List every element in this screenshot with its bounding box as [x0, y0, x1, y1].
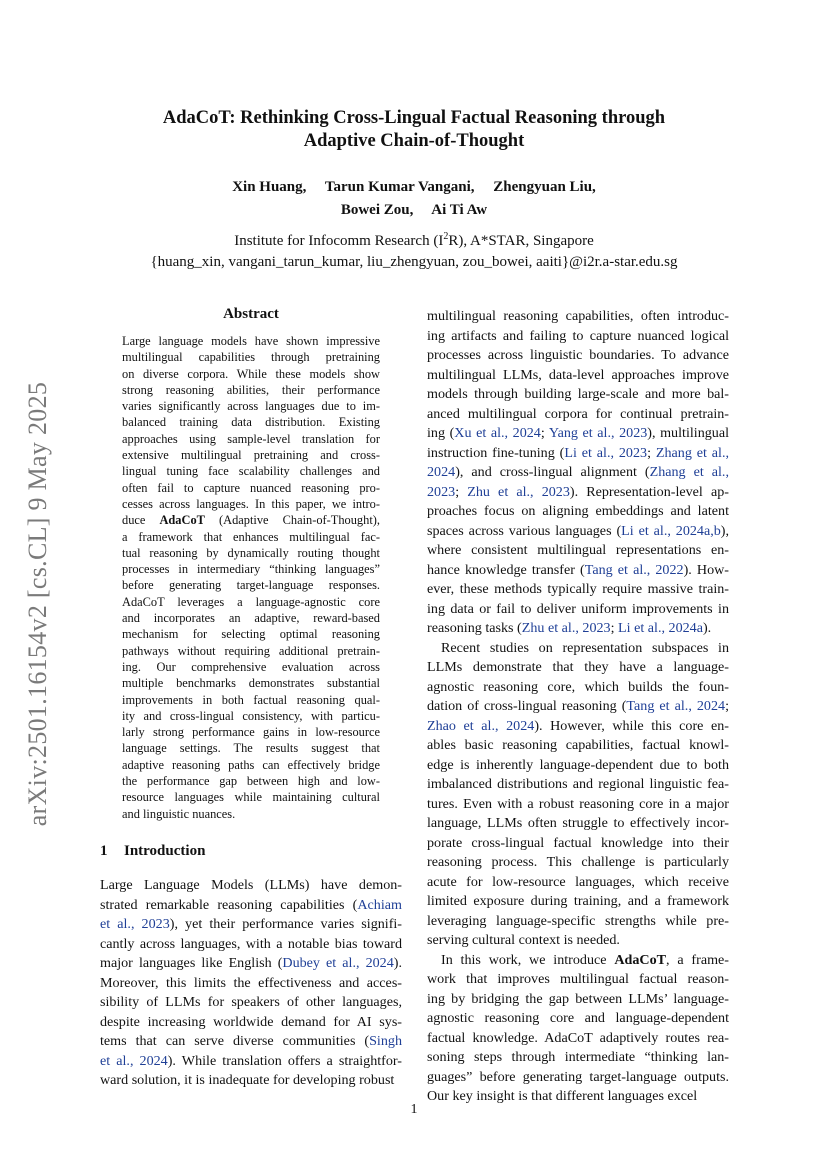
- text-line: on diverse corpora. While these models show: [122, 366, 380, 381]
- citation-link[interactable]: Dubey et al., 2024: [282, 955, 394, 971]
- citation-link[interactable]: Zhang et al.,: [649, 464, 729, 480]
- text-line: edge is inherently language-dependent due to both: [427, 756, 729, 773]
- citation-link[interactable]: Li et al., 2023: [564, 444, 648, 461]
- text-line: duce AdaCoT (Adaptive Chain-of-Thought),: [122, 513, 380, 528]
- text-line: instruction fine-tuning (Li et al., 2023; Zhang et al.,: [427, 444, 729, 461]
- text-line: leveraging language-specific strengths while pre-: [427, 912, 729, 929]
- text-line: sibility of LLMs for speakers of other languages,: [100, 994, 402, 1010]
- text-line: ward solution, it is inadequate for developing robust: [100, 1072, 395, 1088]
- text-line: approaches using sample-level translation for: [122, 431, 380, 446]
- text-line: tures. Even with a robust reasoning core in a major: [427, 795, 729, 812]
- text-line: limited exposure during training, and a framework: [427, 893, 729, 909]
- text-line: Moreover, this limits the effectiveness and acces-: [100, 974, 402, 991]
- text-line: agnostic reasoning core and language-dependent: [427, 1010, 729, 1026]
- text-line: cantly across languages, with a notable bias toward: [100, 935, 402, 952]
- citation-link[interactable]: 2024: [427, 464, 456, 480]
- page-number: 1: [410, 1102, 418, 1117]
- text-line: 2024), and cross-lingual alignment (Zhang et al.,: [427, 464, 729, 480]
- abstract-body: [122, 333, 380, 822]
- text-line: et al., 2024). While translation offers a straightfor-: [100, 1052, 402, 1069]
- text-line: processes in intermediary “thinking languages”: [122, 562, 380, 577]
- text-line: tual reasoning by dynamically routing thought: [122, 545, 380, 560]
- section-title: Introduction: [124, 843, 206, 859]
- text-line: Large Language Models (LLMs) have demon-: [100, 877, 402, 893]
- text-line: ing by bridging the gap between LLMs’ language-: [427, 990, 729, 1007]
- text-line: extensive multilingual pretraining and cross-: [122, 448, 380, 463]
- author-emails: {huang_xin, vangani_tarun_kumar, liu_zhengyuan, zou_bowei, aaiti}@i2r.a-star.edu.sg: [150, 254, 678, 270]
- text-line: and linguistic nuances.: [122, 806, 236, 821]
- text-line: Our key insight is that different languages excel: [427, 1088, 698, 1104]
- title-line: Adaptive Chain-of-Thought: [303, 131, 525, 151]
- citation-link[interactable]: 2023: [427, 483, 456, 500]
- text-line: multiple benchmarks demonstrates substantial: [122, 676, 380, 691]
- citation-link[interactable]: et al., 2023: [100, 916, 170, 932]
- citation-link[interactable]: Zhao et al., 2024: [427, 717, 535, 734]
- abstract-heading: Abstract: [223, 306, 279, 322]
- text-line: factual knowledge. AdaCoT adaptively routes rea-: [427, 1029, 729, 1046]
- text-line: dation of cross-lingual reasoning (Tang et al., 2024;: [427, 698, 729, 714]
- citation-link[interactable]: Zhang et al.,: [655, 444, 729, 461]
- text-line: ing data or fail to deliver uniform improvements in: [427, 600, 729, 617]
- citation-link[interactable]: Yang et al., 2023: [548, 425, 648, 441]
- text-line: hance knowledge transfer (Tang et al., 2022). How-: [427, 561, 729, 578]
- text-line: strated remarkable reasoning capabilities (Achiam: [100, 896, 402, 913]
- text-line: imbalanced distributions and regional linguistic fea-: [427, 776, 729, 792]
- text-line: lingual tuning face scalability challenges and: [122, 464, 380, 479]
- text-line: multilingual LLMs, data-level approaches improve: [427, 366, 729, 383]
- text-line: and incorporates an adaptive, reward-based: [122, 611, 380, 626]
- citation-link[interactable]: Xu et al., 2024: [454, 425, 541, 441]
- text-line: a framework that enhances multilingual fac-: [122, 529, 380, 544]
- text-line: In this work, we introduce AdaCoT, a frame-: [441, 951, 729, 968]
- author-line: Bowei Zou, Ai Ti Aw: [340, 202, 488, 218]
- text-line: tems that can serve diverse communities (Singh: [100, 1033, 402, 1049]
- text-line: improvements in both factual reasoning qual-: [122, 692, 380, 707]
- section-heading-introduction: [100, 843, 205, 860]
- text-line: Zhao et al., 2024). However, while this core en-: [427, 717, 730, 734]
- citation-link[interactable]: Li et al., 2024a: [618, 620, 703, 636]
- text-line: multilingual reasoning capabilities, often introduc-: [427, 308, 729, 324]
- title-line: AdaCoT: Rethinking Cross-Lingual Factual Reasoning through: [162, 108, 666, 128]
- text-line: ever, these methods typically require massive train-: [427, 581, 729, 597]
- text-line: AdaCoT leverages a language-agnostic core: [122, 594, 380, 609]
- text-line: anced multilingual corpora for continual pretrain-: [427, 405, 729, 422]
- text-line: Large language models have shown impressive: [122, 334, 380, 348]
- author-line: Xin Huang, Tarun Kumar Vangani, Zhengyuan Liu,: [232, 179, 596, 195]
- text-line: cesses across languages. In this paper, we intro-: [122, 496, 380, 511]
- text-line: models through building large-scale and more bal-: [427, 386, 729, 402]
- text-line: Recent studies on representation subspaces in: [441, 639, 729, 656]
- affiliation-block: [60, 226, 768, 273]
- arxiv-stamp: arXiv:2501.16154v2 [cs.CL] 9 May 2025: [23, 381, 52, 827]
- text-line: reasoning process. This challenge is particularly: [427, 854, 729, 870]
- text-line: multilingual capabilities through pretraining: [122, 350, 380, 365]
- text-line: acute for low-resource languages, which receive: [427, 873, 729, 890]
- text-line: often fail to capture nuanced reasoning pro-: [122, 480, 380, 495]
- text-line: reasoning tasks (Zhu et al., 2023; Li et al., 2024a).: [427, 620, 712, 636]
- text-line: strong reasoning abilities, their performance: [122, 382, 380, 397]
- text-line: ing artifacts and failing to capture nuanced logical: [427, 327, 729, 344]
- text-line: porate cross-lingual factual knowledge into their: [427, 834, 729, 851]
- text-line: ables basic reasoning capabilities, factual knowl-: [427, 737, 729, 753]
- right-column-body: [427, 307, 729, 1107]
- citation-link[interactable]: Zhu et al., 2023: [521, 620, 611, 636]
- text-line: proaches focus on aligning embeddings and latent: [427, 503, 729, 519]
- text-line: serving cultural context is needed.: [427, 932, 620, 948]
- text-line: work that improves multilingual factual reason-: [427, 971, 729, 987]
- text-line: resource languages while maintaining cultural: [122, 790, 380, 805]
- text-line: ity and cross-lingual consistency, with particu-: [122, 708, 380, 723]
- text-line: processes across linguistic boundaries. To advance: [427, 347, 729, 363]
- affiliation-superscript: 2: [443, 231, 449, 242]
- section-number: 1: [100, 843, 108, 859]
- text-line: 2023; Zhu et al., 2023). Representation-level ap-: [427, 483, 729, 500]
- citation-link[interactable]: et al., 2024: [100, 1052, 168, 1069]
- citation-link[interactable]: Zhu et al., 2023: [467, 483, 570, 500]
- text-line: LLMs demonstrate that they have a language-: [427, 659, 729, 675]
- text-line: major languages like English (Dubey et al., 2024).: [100, 955, 402, 971]
- text-line: before generating target-language responses.: [122, 578, 380, 593]
- text-line: et al., 2023), yet their performance varies signifi-: [100, 916, 402, 932]
- left-column-body: [100, 876, 402, 1091]
- affiliation: Institute for Infocomm Research $(I^2R)$, A*STAR, Singapore: [234, 231, 594, 249]
- text-line: ing. Our comprehensive evaluation across: [122, 659, 380, 674]
- bold-term: AdaCoT: [614, 951, 667, 968]
- text-line: despite increasing worldwide demand for AI sys-: [100, 1013, 402, 1030]
- text-line: where consistent multilingual representations en-: [427, 542, 729, 558]
- citation-link[interactable]: Li et al., 2024a,b: [621, 522, 721, 539]
- text-line: adaptive reasoning paths can effectively bridge: [122, 757, 380, 772]
- text-line: balanced training data distribution. Existing: [122, 415, 380, 430]
- citation-link[interactable]: Singh: [369, 1033, 402, 1049]
- text-line: mechanism for selecting optimal reasoning: [122, 627, 380, 642]
- text-line: varies significantly across languages due to im-: [122, 399, 380, 414]
- text-line: soning steps through intermediate “thinking lan-: [427, 1049, 729, 1065]
- text-line: agnostic reasoning core, which builds the foun-: [427, 678, 729, 695]
- citation-link[interactable]: Tang et al., 2024: [626, 698, 726, 714]
- text-line: spaces across various languages (Li et al., 2024a,b),: [427, 522, 730, 539]
- text-line: pathways without requiring additional pretrain-: [122, 643, 380, 658]
- text-line: ing (Xu et al., 2024; Yang et al., 2023), multilingual: [427, 425, 729, 441]
- text-line: language, LLMs often struggle to effectively incor-: [427, 815, 729, 831]
- text-line: larly strong performance gains in low-resource: [122, 725, 380, 740]
- bold-term: AdaCoT: [159, 513, 205, 528]
- text-line: the performance gap between high and low-: [122, 774, 380, 789]
- citation-link[interactable]: Achiam: [357, 896, 402, 913]
- author-list: [100, 176, 728, 222]
- text-line: guages” before generating target-language outputs.: [427, 1068, 729, 1085]
- citation-link[interactable]: Tang et al., 2022: [584, 561, 684, 578]
- text-line: language settings. The results suggest that: [122, 741, 380, 756]
- paper-title: [100, 107, 728, 153]
